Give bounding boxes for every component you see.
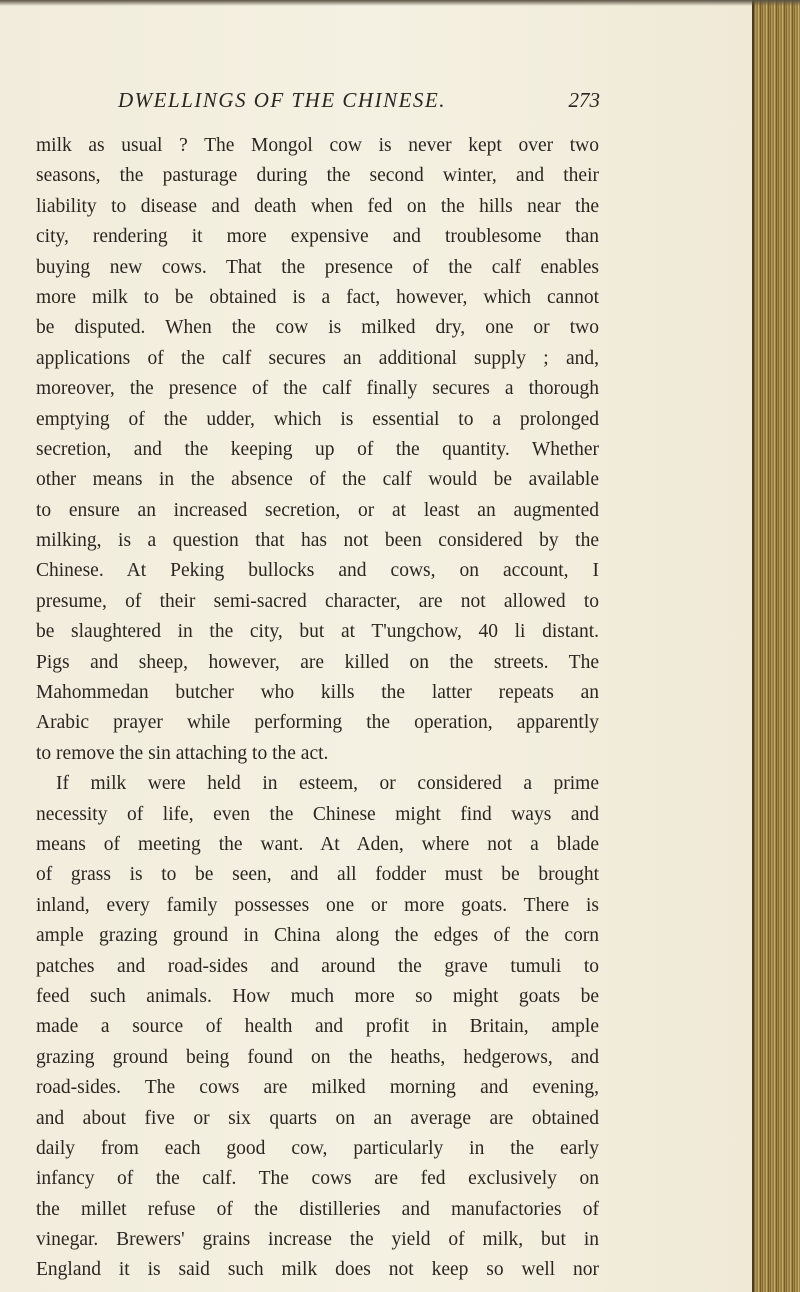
running-head: DWELLINGS OF THE CHINESE.: [118, 88, 447, 112]
text-line: secretion, and the keeping up of the quantity. Whether: [36, 438, 599, 460]
text-line: be slaughtered in the city, but at T'ungchow, 40 li distant.: [36, 621, 599, 643]
text-line: Pigs and sheep, however, are killed on the streets. The: [36, 651, 599, 673]
text-line: seasons, the pasturage during the second winter, and their: [36, 165, 599, 187]
text-line: moreover, the presence of the calf finally secures a thorough: [36, 378, 599, 400]
page-edges: [752, 0, 800, 1292]
text-line: to remove the sin attaching to the act.: [36, 742, 329, 764]
text-line: presume, of their semi-sacred character, are not allowed to: [36, 590, 599, 612]
page-header: [118, 88, 600, 118]
text-line: emptying of the udder, which is essential to a prolonged: [36, 408, 599, 430]
text-line: be disputed. When the cow is milked dry, one or two: [36, 317, 599, 339]
text-line: other means in the absence of the calf would be available: [36, 469, 599, 491]
text-line: city, rendering it more expensive and troublesome than: [36, 226, 599, 248]
text-line: grazing ground being found on the heaths, hedgerows, and: [36, 1046, 599, 1068]
top-shadow: [0, 0, 800, 6]
text-line: vinegar. Brewers' grains increase the yield of milk, but in: [36, 1229, 599, 1251]
text-line: feed such animals. How much more so might goats be: [36, 985, 599, 1007]
text-line: necessity of life, even the Chinese might find ways and: [36, 803, 599, 825]
text-line: England it is said such milk does not keep so well nor: [36, 1259, 599, 1281]
text-line: more milk to be obtained is a fact, however, which cannot: [36, 286, 599, 308]
text-line: means of meeting the want. At Aden, where not a blade: [36, 833, 599, 855]
body-text: [36, 131, 599, 1286]
text-line: Arabic prayer while performing the operation, apparently: [36, 712, 599, 734]
text-line: the millet refuse of the distilleries and manufactories of: [36, 1198, 599, 1220]
text-line: road-sides. The cows are milked morning and evening,: [36, 1077, 599, 1099]
text-line: ample grazing ground in China along the edges of the corn: [36, 925, 599, 947]
page-number: 273: [568, 88, 600, 112]
text-line: to ensure an increased secretion, or at least an augmented: [36, 499, 599, 521]
text-line: of grass is to be seen, and all fodder must be brought: [36, 864, 599, 886]
text-line: inland, every family possesses one or more goats. There is: [36, 894, 599, 916]
text-line: Mahommedan butcher who kills the latter repeats an: [36, 682, 599, 704]
text-line: milking, is a question that has not been considered by the: [36, 530, 599, 552]
text-line: liability to disease and death when fed on the hills near the: [36, 195, 599, 217]
text-line: made a source of health and profit in Britain, ample: [36, 1016, 599, 1038]
text-line: Chinese. At Peking bullocks and cows, on account, I: [36, 560, 599, 582]
text-line: daily from each good cow, particularly in the early: [36, 1137, 599, 1159]
text-line: milk as usual ? The Mongol cow is never kept over two: [36, 135, 599, 156]
text-line: buying new cows. That the presence of the calf enables: [36, 256, 599, 278]
text-line: If milk were held in esteem, or considered a prime: [56, 773, 599, 795]
text-line: infancy of the calf. The cows are fed exclusively on: [36, 1168, 599, 1190]
text-line: patches and road-sides and around the grave tumuli to: [36, 955, 599, 977]
text-line: and about five or six quarts on an average are obtained: [36, 1107, 599, 1129]
text-line: applications of the calf secures an additional supply ; and,: [36, 347, 599, 369]
